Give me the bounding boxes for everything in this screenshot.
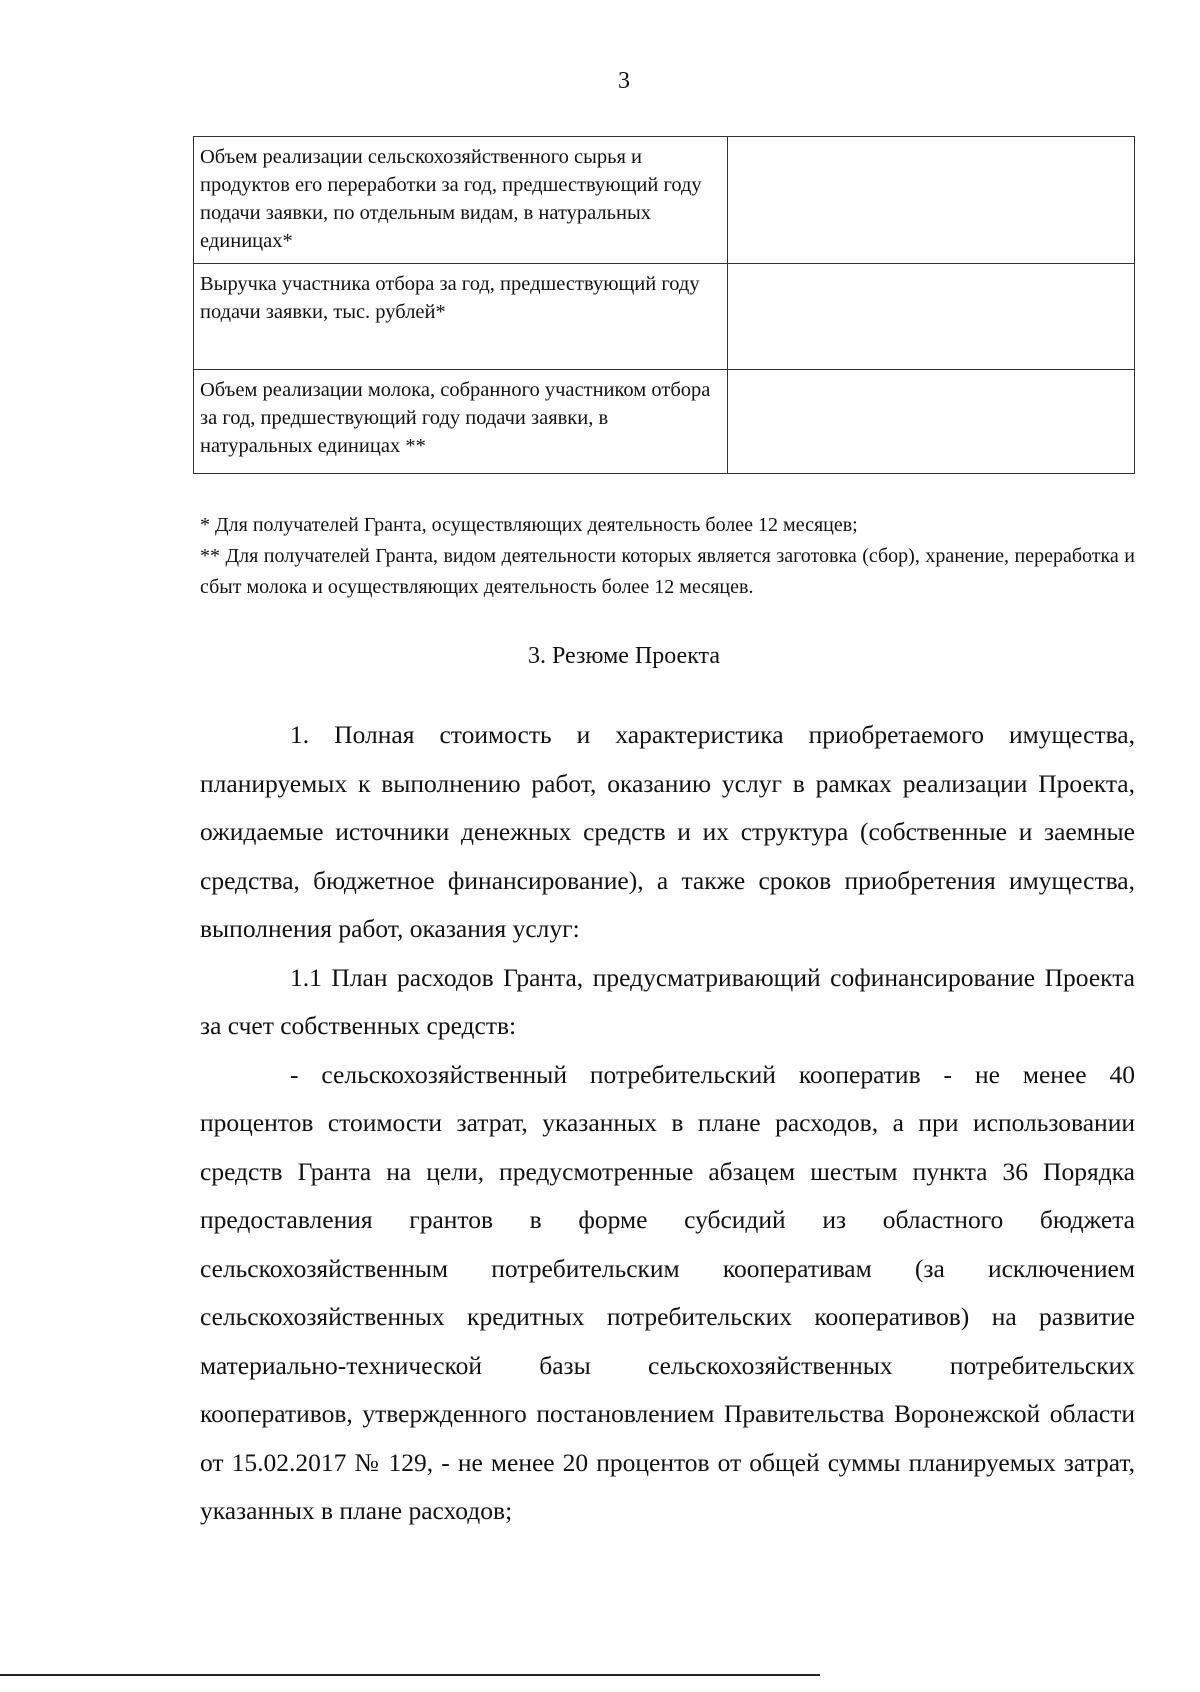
table-row xyxy=(194,137,1135,264)
table-cell-label: Выручка участника отбора за год, предшествующий году подачи заявки, тыс. рублей* xyxy=(194,264,728,370)
table-cell-label: Объем реализации сельскохозяйственного сырья и продуктов его переработки за год, предшествующий году подачи заявки, по отдельным видам, в натуральных единицах* xyxy=(194,137,728,264)
table-cell-value xyxy=(728,370,1135,474)
footnote-2: ** Для получателей Гранта, видом деятельности которых является заготовка (сбор), хранение, переработка и сбыт молока и осуществляющих деятельность более 12 месяцев. xyxy=(200,545,1135,598)
paragraph-1-1: 1.1 План расходов Гранта, предусматривающий софинансирование Проекта за счет собственных средств: xyxy=(200,962,1135,1040)
footnotes xyxy=(200,510,1135,603)
page-number: 3 xyxy=(618,68,630,94)
bottom-rule xyxy=(0,1674,820,1676)
paragraph-list-item: - сельскохозяйственный потребительский кооператив - не менее 40 процентов стоимости затрат, указанных в плане расходов, а при использовании средств Гранта на цели, предусмотренные абзацем шестым пункта 36 Порядка предоставления грантов в форме субсидий из областного бюджета сельскохозяйственным потребительским кооперативам (за исключением сельскохозяйственных кредитных потребительских кооперативов) на развитие материально-технической базы сельскохозяйственных потребительских кооперативов, утвержденного постановлением Правительства Воронежской области от 15.02.2017 № 129, - не менее 20 процентов от общей суммы планируемых затрат, указанных в плане расходов; xyxy=(200,1059,1135,1525)
footnote-1: * Для получателей Гранта, осуществляющих деятельность более 12 месяцев; xyxy=(200,514,858,536)
table-row xyxy=(194,370,1135,474)
table-row xyxy=(194,264,1135,370)
table-cell-value xyxy=(728,137,1135,264)
table-cell-label: Объем реализации молока, собранного участником отбора за год, предшествующий году подачи заявки, в натуральных единицах ** xyxy=(194,370,728,474)
table-cell-value xyxy=(728,264,1135,370)
body-text xyxy=(200,711,1135,1536)
section-title: 3. Резюме Проекта xyxy=(528,643,720,669)
paragraph-1: 1. Полная стоимость и характеристика приобретаемого имущества, планируемых к выполнению работ, оказанию услуг в рамках реализации Проекта, ожидаемые источники денежных средств и их структура (собственные и заемные средства, бюджетное финансирование), а также сроков приобретения имущества, выполнения работ, оказания услуг: xyxy=(200,720,1135,943)
info-table xyxy=(193,136,1135,474)
